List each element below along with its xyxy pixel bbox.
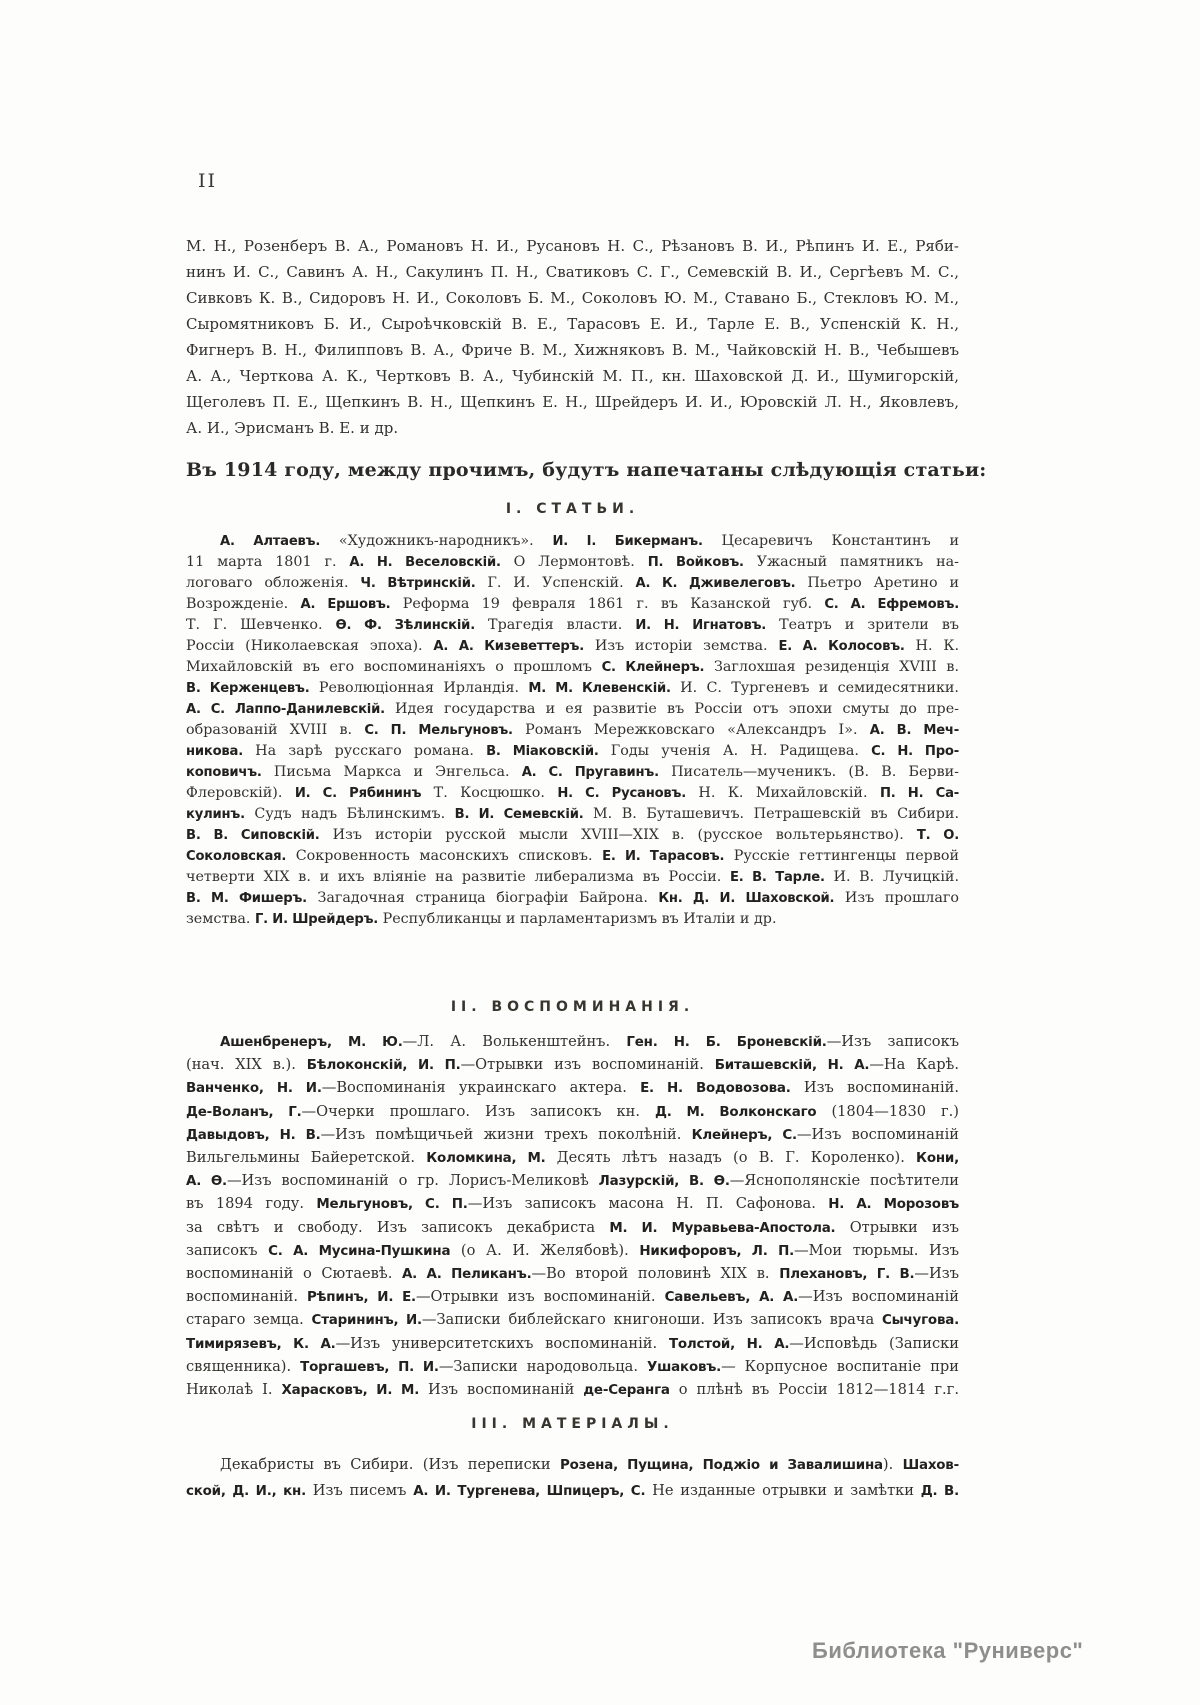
text-segment: Н. К. Михайловскій. bbox=[686, 785, 880, 801]
text-line bbox=[186, 699, 959, 720]
section-materials-heading: III. МАТЕРІАЛЫ. bbox=[471, 1416, 674, 1432]
text-segment: стараго земца. bbox=[186, 1311, 312, 1329]
page-number: II bbox=[198, 170, 218, 192]
text-line bbox=[186, 1193, 959, 1216]
bold-name-segment: Харасковъ, И. М. bbox=[281, 1383, 420, 1399]
text-line bbox=[186, 1333, 959, 1356]
bold-name-segment: никова. bbox=[186, 744, 244, 759]
text-segment: Н. К. bbox=[904, 638, 960, 654]
text-segment: Фигнеръ В. Н., Филипповъ В. А., Фриче В. М., Хижняковъ В. М., Чайковскій Н. В., Чебышевъ bbox=[186, 341, 959, 359]
text-segment: Изъ исторіи русской мысли XVIII—XIX в. (русское вольтерьянство). bbox=[319, 827, 917, 843]
bold-name-segment: С. Клейнеръ. bbox=[601, 660, 705, 675]
contributor-names-paragraph bbox=[186, 233, 959, 441]
text-segment: записокъ bbox=[186, 1241, 269, 1259]
text-segment: «Художникъ-народникъ». bbox=[320, 533, 553, 549]
bold-name-segment: В. И. Семевскій. bbox=[454, 807, 584, 822]
bold-name-segment: Шахов- bbox=[902, 1458, 959, 1473]
text-segment: Изъ воспоминаній. bbox=[790, 1079, 959, 1097]
bold-name-segment: А. Н. Веселовскій. bbox=[349, 555, 501, 570]
text-segment: М. В. Буташевичъ. Петрашевскій въ Сибири. bbox=[583, 806, 959, 822]
text-segment: —Изъ помѣщичьей жизни трехъ поколѣній. bbox=[320, 1125, 692, 1143]
bold-name-segment: Н. А. Морозовъ bbox=[828, 1197, 960, 1213]
text-segment: Отрывки изъ bbox=[835, 1218, 959, 1236]
text-line bbox=[186, 636, 959, 657]
bold-name-segment: В. Керженцевъ. bbox=[186, 681, 310, 696]
text-segment: Республиканцы и парламентаризмъ въ Италіи и др. bbox=[378, 911, 777, 927]
text-line bbox=[186, 1356, 959, 1379]
text-segment: Романъ Мережковскаго «Александръ I». bbox=[512, 722, 870, 738]
text-segment: Т. Г. Шевченко. bbox=[186, 617, 336, 633]
text-line bbox=[186, 1170, 959, 1193]
text-segment: за свѣтъ и свободу. Изъ записокъ декабриста bbox=[186, 1218, 610, 1236]
bold-name-segment: Т. О. bbox=[916, 828, 959, 843]
bold-name-segment: Клейнеръ, С. bbox=[691, 1127, 797, 1143]
bold-name-segment: С. П. Мельгуновъ. bbox=[364, 723, 513, 738]
text-line bbox=[186, 909, 959, 930]
bold-name-segment: Старининъ, И. bbox=[311, 1313, 422, 1329]
text-segment: —Отрывки изъ воспоминаній. bbox=[460, 1056, 715, 1074]
bold-name-segment: Г. И. Шрейдеръ. bbox=[254, 912, 379, 927]
bold-name-segment: П. Войковъ. bbox=[647, 555, 744, 570]
bold-name-segment: Ванченко, Н. И. bbox=[186, 1081, 322, 1097]
bold-name-segment: Рѣпинъ, И. Е. bbox=[306, 1290, 416, 1306]
text-segment: (1804—1830 г.) bbox=[816, 1102, 959, 1120]
text-segment: Щеголевъ П. Е., Щепкинъ В. Н., Щепкинъ Е. Н., Шрейдеръ И. И., Юровскій Л. Н., Яковлевъ, bbox=[186, 393, 959, 411]
bold-name-segment: Е. И. Тарасовъ. bbox=[602, 849, 725, 864]
text-segment: —Изъ записокъ масона Н. П. Сафонова. bbox=[467, 1195, 829, 1213]
section-articles-body bbox=[186, 531, 959, 930]
text-line bbox=[186, 678, 959, 699]
text-segment: Загадочная страница біографіи Байрона. bbox=[306, 890, 659, 906]
bold-name-segment: Давыдовъ, Н. В. bbox=[186, 1127, 321, 1143]
text-segment: Г. И. Успенскій. bbox=[475, 575, 636, 591]
text-segment: —На Карѣ. bbox=[869, 1056, 959, 1074]
bold-name-segment: Кн. Д. И. Шаховской. bbox=[658, 891, 835, 906]
text-segment: о плѣнѣ въ Россіи 1812—1814 г.г. bbox=[669, 1381, 959, 1399]
text-segment: воспоминаній о Сютаевѣ. bbox=[186, 1265, 402, 1283]
bold-name-segment: Е. В. Тарле. bbox=[730, 870, 825, 885]
text-segment: Изъ прошлаго bbox=[834, 890, 959, 906]
bold-name-segment: А. И. Тургенева, Шпицеръ, С. bbox=[413, 1484, 646, 1499]
bold-name-segment: А. Ѳ. bbox=[186, 1174, 227, 1190]
text-segment: Декабристы въ Сибири. (Изъ переписки bbox=[220, 1456, 560, 1473]
text-line bbox=[186, 888, 959, 909]
bold-name-segment: Кони, bbox=[916, 1151, 960, 1167]
bold-name-segment: А. К. Дживелеговъ. bbox=[635, 576, 796, 591]
text-segment: Россіи (Николаевская эпоха). bbox=[186, 638, 434, 654]
text-segment: —Мои тюрьмы. Изъ bbox=[794, 1241, 959, 1259]
text-segment: —Записки народовольца. bbox=[438, 1357, 647, 1375]
bold-name-segment: Ген. Н. Б. Броневскій. bbox=[626, 1035, 827, 1050]
text-line bbox=[186, 531, 959, 552]
bold-name-segment: М. И. Муравьева-Апостола. bbox=[609, 1220, 836, 1236]
bold-name-segment: Лазурскій, В. Ѳ. bbox=[598, 1174, 730, 1190]
bold-name-segment: А. С. Лаппо-Данилевскій. bbox=[186, 702, 385, 717]
text-segment: воспоминаній. bbox=[186, 1288, 307, 1306]
text-line bbox=[186, 1263, 959, 1286]
text-segment: Николаѣ I. bbox=[186, 1381, 282, 1399]
text-line bbox=[186, 867, 959, 888]
text-segment: —Отрывки изъ воспоминаній. bbox=[415, 1288, 665, 1306]
bold-name-segment: Ашенбренеръ, М. Ю. bbox=[220, 1035, 403, 1050]
text-line bbox=[186, 1054, 959, 1077]
bold-name-segment: С. А. Мусина-Пушкина bbox=[268, 1243, 451, 1259]
text-line bbox=[186, 1379, 959, 1402]
text-segment: Не изданные отрывки и замѣтки bbox=[645, 1482, 921, 1499]
text-segment: Русскіе геттингенцы первой bbox=[724, 848, 960, 864]
bold-name-segment: Ушаковъ. bbox=[646, 1359, 722, 1375]
text-segment: И. С. Тургеневъ и семидесятники. bbox=[670, 680, 959, 696]
bold-name-segment: Н. С. Русановъ. bbox=[557, 786, 686, 801]
text-line bbox=[186, 363, 959, 389]
text-segment: А. И., Эрисманъ В. Е. и др. bbox=[186, 419, 399, 437]
bold-name-segment: Соколовская. bbox=[186, 849, 287, 864]
text-segment: Писатель—мученикъ. (В. В. Берви- bbox=[658, 764, 959, 780]
text-segment: Десять лѣтъ назадъ (о В. Г. Короленко). bbox=[545, 1149, 917, 1167]
bold-name-segment: ской, Д. И., кн. bbox=[186, 1484, 306, 1499]
text-segment: И. В. Лучицкій. bbox=[824, 869, 960, 885]
bold-name-segment: Е. Н. Водовозова. bbox=[640, 1081, 791, 1097]
text-segment: —Изъ воспоминаній bbox=[796, 1125, 960, 1143]
text-segment: —Изъ записокъ bbox=[826, 1033, 960, 1050]
bold-name-segment: Сычугова. bbox=[881, 1313, 959, 1329]
text-line bbox=[186, 1240, 959, 1263]
text-segment: —Записки библейскаго книгоноши. Изъ записокъ врача bbox=[421, 1311, 882, 1329]
bold-name-segment: Мельгуновъ, С. П. bbox=[316, 1197, 468, 1213]
text-segment: —Изъ воспоминаній bbox=[798, 1288, 960, 1306]
text-segment: образованій XVIII в. bbox=[186, 722, 365, 738]
bold-name-segment: де-Серанга bbox=[583, 1383, 670, 1399]
bold-name-segment: С. А. Ефремовъ. bbox=[824, 597, 959, 612]
bold-name-segment: Розена, Пущина, Поджіо и Завалишина bbox=[559, 1458, 883, 1473]
bold-name-segment: В. В. Сиповскій. bbox=[186, 828, 320, 843]
text-segment: логоваго обложенія. bbox=[186, 575, 361, 591]
announcement-heading bbox=[186, 459, 987, 481]
text-segment: Революціонная Ирландія. bbox=[309, 680, 529, 696]
bold-name-segment: Плехановъ, Г. В. bbox=[779, 1267, 915, 1283]
text-line bbox=[186, 1077, 959, 1100]
bold-name-segment: В. Міаковскій. bbox=[486, 744, 599, 759]
bold-name-segment: Толстой, Н. А. bbox=[668, 1336, 790, 1352]
text-segment: Михайловскій въ его воспоминаніяхъ о прошломъ bbox=[186, 659, 602, 675]
bold-name-segment: И. С. Рябининъ bbox=[294, 786, 422, 801]
text-segment: (о А. И. Желябовѣ). bbox=[450, 1241, 640, 1259]
text-line bbox=[186, 389, 959, 415]
text-segment: Заглохшая резиденція XVIII в. bbox=[704, 659, 960, 675]
text-segment: земства. bbox=[186, 911, 255, 927]
section-articles-heading: I. СТАТЬИ. bbox=[505, 501, 640, 517]
section-memoirs-body bbox=[186, 1031, 959, 1402]
text-segment: —Очерки прошлаго. Изъ записокъ кн. bbox=[301, 1102, 655, 1120]
text-segment: (нач. XIX в.). bbox=[186, 1056, 307, 1074]
text-line bbox=[186, 259, 959, 285]
text-segment: Пьетро Аретино и bbox=[795, 575, 960, 591]
text-line bbox=[186, 762, 959, 783]
text-line bbox=[186, 615, 959, 636]
text-line bbox=[186, 657, 959, 678]
text-segment: М. Н., Розенберъ В. А., Романовъ Н. И., Русановъ Н. С., Рѣзановъ В. И., Рѣпинъ И. Е., Ряби- bbox=[186, 237, 959, 255]
announcement-text: Въ 1914 году, между прочимъ, будутъ напечатаны слѣдующія статьи: bbox=[186, 459, 987, 481]
text-segment: въ 1894 году. bbox=[186, 1195, 317, 1213]
text-line bbox=[186, 804, 959, 825]
text-line bbox=[186, 311, 959, 337]
text-line bbox=[186, 233, 959, 259]
text-segment: Изъ писемъ bbox=[305, 1482, 414, 1499]
bold-name-segment: кулинъ. bbox=[186, 807, 245, 822]
bold-name-segment: А. А. Кизеветтеръ. bbox=[433, 639, 585, 654]
text-segment: —Л. А. Волькенштейнъ. bbox=[402, 1033, 627, 1050]
text-segment: Судъ надъ Бѣлинскимъ. bbox=[244, 806, 455, 822]
text-segment: Изъ воспоминаній bbox=[419, 1381, 584, 1399]
text-segment: Сокровенность масонскихъ списковъ. bbox=[286, 848, 603, 864]
text-segment: —Изъ университетскихъ воспоминаній. bbox=[335, 1334, 669, 1352]
bold-name-segment: Е. А. Колосовъ. bbox=[778, 639, 905, 654]
text-line bbox=[186, 1101, 959, 1124]
bold-name-segment: Коломкина, М. bbox=[426, 1151, 546, 1167]
text-segment: Сивковъ К. В., Сидоровъ Н. И., Соколовъ Б. М., Соколовъ Ю. М., Ставано Б., Стекловъ Ю. М., bbox=[186, 289, 959, 307]
bold-name-segment: Д. М. Волконскаго bbox=[655, 1104, 817, 1120]
bold-name-segment: И. Н. Игнатовъ. bbox=[635, 618, 767, 633]
bold-name-segment: М. М. Клевенскій. bbox=[528, 681, 671, 696]
text-line bbox=[186, 285, 959, 311]
text-segment: 11 марта 1801 г. bbox=[186, 554, 350, 570]
bold-name-segment: Д. В. bbox=[920, 1484, 959, 1499]
bold-name-segment: И. І. Бикерманъ. bbox=[552, 534, 703, 549]
text-segment: Изъ исторіи земства. bbox=[584, 638, 779, 654]
bold-name-segment: А. Ершовъ. bbox=[300, 597, 391, 612]
text-segment: Цесаревичъ Константинъ и bbox=[702, 533, 959, 549]
text-line bbox=[186, 1217, 959, 1240]
text-segment: —Изъ воспоминаній о гр. Лорисъ-Меликовѣ bbox=[226, 1172, 599, 1190]
text-segment: четверти XIX в. и ихъ вліяніе на развитіе либерализма въ Россіи. bbox=[186, 869, 731, 885]
text-segment: священника). bbox=[186, 1357, 301, 1375]
bold-name-segment: А. С. Пругавинъ. bbox=[521, 765, 659, 780]
text-line bbox=[186, 1309, 959, 1332]
text-segment: —Исповѣдь (Записки bbox=[789, 1334, 959, 1352]
text-line bbox=[186, 1124, 959, 1147]
section-materials-body bbox=[186, 1452, 959, 1504]
bold-name-segment: коповичъ. bbox=[186, 765, 262, 780]
bold-name-segment: А. Алтаевъ. bbox=[220, 534, 321, 549]
text-segment: —Изъ bbox=[914, 1265, 959, 1283]
bold-name-segment: С. Н. Про- bbox=[871, 744, 959, 759]
text-line bbox=[186, 825, 959, 846]
text-line bbox=[186, 1286, 959, 1309]
text-line bbox=[186, 783, 959, 804]
text-segment: О Лермонтовѣ. bbox=[500, 554, 648, 570]
text-segment: Идея государства и ея развитіе въ Россіи отъ эпохи смуты до пре- bbox=[384, 701, 959, 717]
text-line bbox=[186, 1031, 959, 1054]
text-segment: На зарѣ русскаго романа. bbox=[243, 743, 487, 759]
section-memoirs-heading: II. ВОСПОМИНАНІЯ. bbox=[450, 999, 695, 1015]
text-segment: Годы ученія А. Н. Радищева. bbox=[598, 743, 872, 759]
bold-name-segment: Биташевскій, Н. А. bbox=[714, 1058, 870, 1074]
text-line bbox=[186, 337, 959, 363]
text-line bbox=[186, 1478, 959, 1504]
text-segment: Письма Маркса и Энгельса. bbox=[261, 764, 522, 780]
text-line bbox=[186, 741, 959, 762]
text-line bbox=[186, 1452, 959, 1478]
bold-name-segment: А. В. Меч- bbox=[869, 723, 959, 738]
text-segment: —Воспоминанія украинскаго актера. bbox=[321, 1079, 641, 1097]
text-line bbox=[186, 1147, 959, 1170]
bold-name-segment: Торгашевъ, П. И. bbox=[300, 1359, 439, 1375]
text-line bbox=[186, 846, 959, 867]
text-segment: Т. Косцюшко. bbox=[421, 785, 558, 801]
text-segment: ). bbox=[882, 1456, 903, 1473]
bold-name-segment: Ѳ. Ф. Зѣлинскій. bbox=[335, 618, 475, 633]
text-segment: Вильгельмины Байеретской. bbox=[186, 1149, 427, 1167]
bold-name-segment: Тимирязевъ, К. А. bbox=[186, 1336, 336, 1352]
runivers-library-watermark: Библиотека "Руниверс" bbox=[812, 1638, 1084, 1663]
text-segment: —Яснополянскіе посѣтители bbox=[729, 1172, 959, 1190]
text-segment: — Корпусное воспитаніе при bbox=[721, 1357, 959, 1375]
bold-name-segment: Бѣлоконскій, И. П. bbox=[306, 1058, 461, 1074]
text-segment: Флеровскій). bbox=[186, 785, 295, 801]
text-segment: —Во второй половинѣ XIX в. bbox=[531, 1265, 780, 1283]
text-segment: нинъ И. С., Савинъ А. Н., Сакулинъ П. Н., Сватиковъ С. Г., Семевскій В. И., Сергѣевъ М. С., bbox=[186, 263, 959, 281]
text-segment: Ужасный памятникъ на- bbox=[743, 554, 959, 570]
bold-name-segment: Савельевъ, А. А. bbox=[664, 1290, 799, 1306]
text-line bbox=[186, 552, 959, 573]
text-segment: Возрожденіе. bbox=[186, 596, 301, 612]
text-segment: Сыромятниковъ Б. И., Сыроѣчковскій В. Е., Тарасовъ Е. И., Тарле Е. В., Успенскій К. Н., bbox=[186, 315, 959, 333]
text-line bbox=[186, 573, 959, 594]
text-line bbox=[186, 720, 959, 741]
bold-name-segment: Никифоровъ, Л. П. bbox=[639, 1243, 795, 1259]
bold-name-segment: Ч. Вѣтринскій. bbox=[360, 576, 476, 591]
text-segment: Реформа 19 февраля 1861 г. въ Казанской губ. bbox=[390, 596, 825, 612]
bold-name-segment: Де-Воланъ, Г. bbox=[186, 1104, 302, 1120]
bold-name-segment: В. М. Фишеръ. bbox=[186, 891, 307, 906]
bold-name-segment: П. Н. Са- bbox=[879, 786, 959, 801]
bold-name-segment: А. А. Пеликанъ. bbox=[401, 1267, 532, 1283]
text-segment: Театръ и зрители въ bbox=[766, 617, 960, 633]
text-line bbox=[186, 415, 959, 441]
text-segment: Трагедія власти. bbox=[475, 617, 636, 633]
text-line bbox=[186, 594, 959, 615]
text-segment: А. А., Черткова А. К., Чертковъ В. А., Чубинскій М. П., кн. Шаховской Д. И., Шумигорскій, bbox=[186, 367, 959, 385]
